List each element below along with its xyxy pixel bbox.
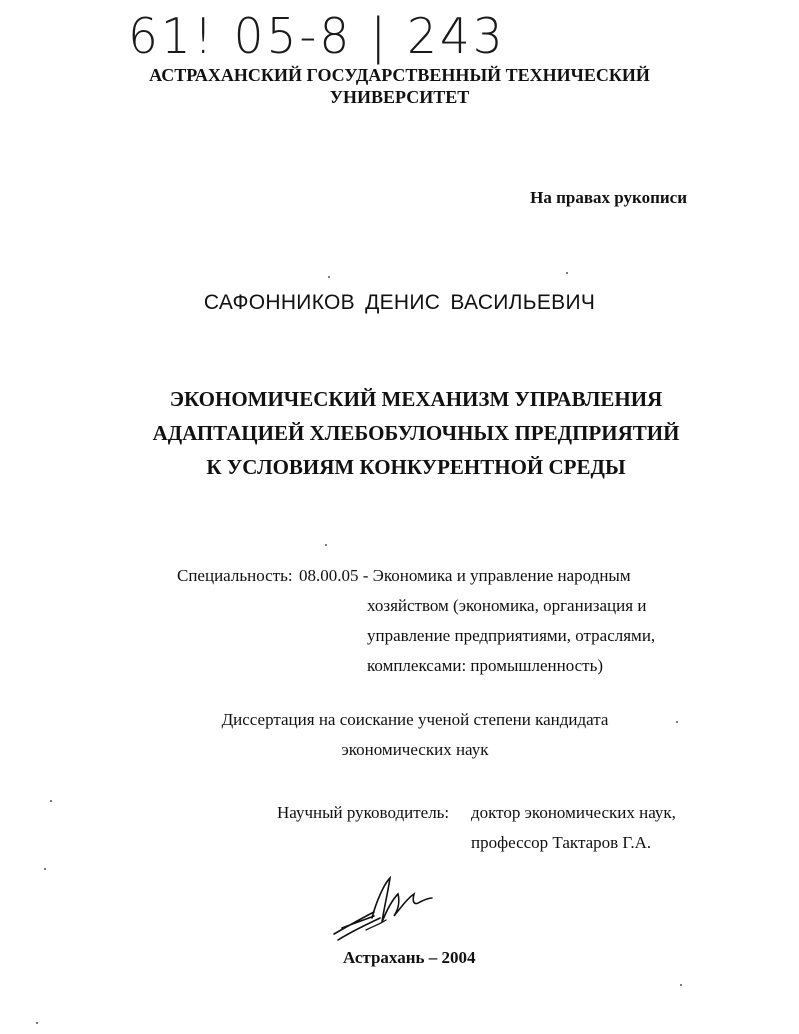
degree-statement [0,705,799,765]
scan-speck [44,868,46,870]
city-year: Астрахань – 2004 [343,948,476,967]
author-name: САФОННИКОВ ДЕНИС ВАСИЛЬЕВИЧ [203,291,596,314]
scan-speck [328,276,330,278]
scan-speck [325,544,327,546]
university-name-line1: АСТРАХАНСКИЙ ГОСУДАРСТВЕННЫЙ ТЕХНИЧЕСКИЙ [149,65,650,85]
university-name-line2: УНИВЕРСИТЕТ [329,87,470,107]
specialty-line1: 08.00.05 - Экономика и управление народным [299,566,631,585]
supervisor-label: Научный руководитель: [277,803,450,822]
specialty-line4: комплексами: промышленность) [367,656,603,675]
handwritten-catalog-number: 61! 05-8 | 243 [128,8,506,66]
rights-note: На правах рукописи [530,188,687,207]
scan-speck [36,1022,38,1024]
degree-line1: Диссертация на соискание ученой степени кандидата [221,710,609,729]
degree-line2: экономических наук [341,740,489,759]
scan-speck [566,272,568,274]
specialty-label: Специальность: [177,566,293,585]
scan-speck [676,721,678,723]
title-line2: АДАПТАЦИЕЙ ХЛЕБОБУЛОЧНЫХ ПРЕДПРИЯТИЙ [152,421,680,445]
title-line1: ЭКОНОМИЧЕСКИЙ МЕХАНИЗМ УПРАВЛЕНИЯ [169,387,663,411]
specialty-line2: хозяйством (экономика, организация и [367,596,647,615]
dissertation-title [0,382,799,484]
supervisor-degree: доктор экономических наук, [471,803,676,822]
specialty-line3: управление предприятиями, отраслями, [367,626,656,645]
scan-speck [680,984,682,986]
title-line3: К УСЛОВИЯМ КОНКУРЕНТНОЙ СРЕДЫ [206,455,626,479]
signature-icon [328,872,440,948]
scan-speck [50,800,52,802]
supervisor-name: профессор Тактаров Г.А. [471,833,652,852]
